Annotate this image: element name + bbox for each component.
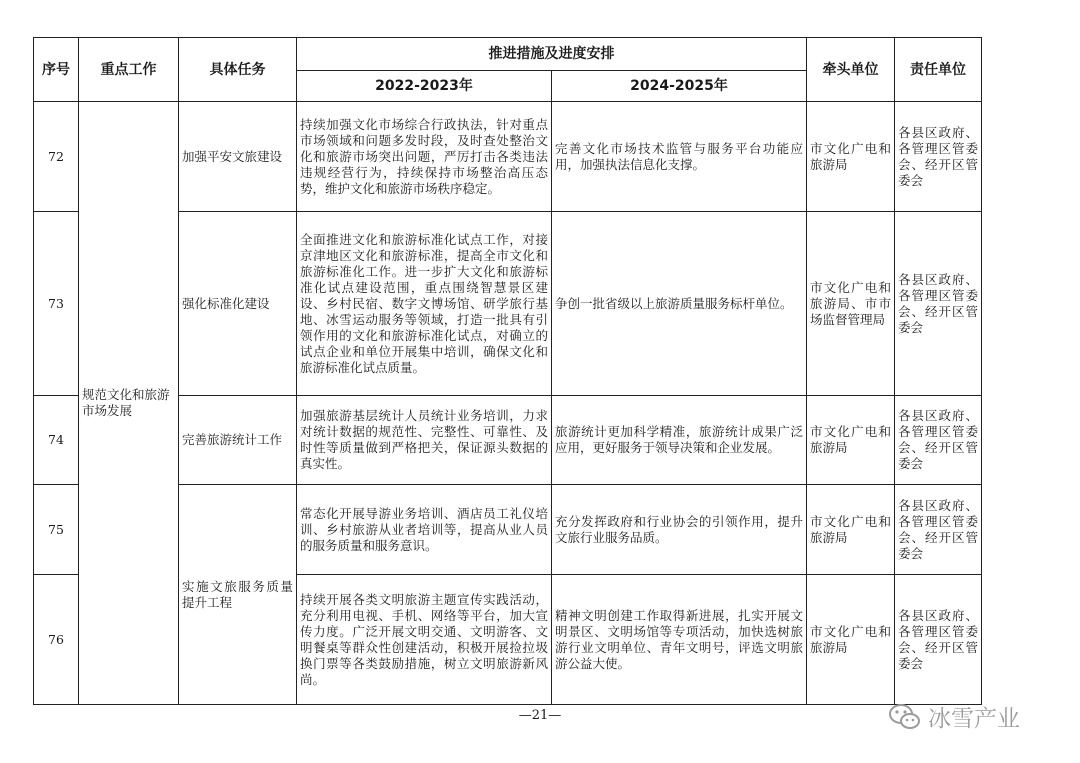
watermark-text: 冰雪产业 — [928, 706, 1020, 732]
row-measure-2022: 全面推进文化和旅游标准化试点工作，对接京津地区文化和旅游标准，提高全市文化和旅游标准化工作。进一步扩大文化和旅游标准化试点建设范围，重点围绕智慧景区建设、乡村民宿、数字文博场馆、研学旅行基地、冰雪运动服务等领域，打造一批具有引领作用的文化和旅游标准化试点，对确立的试点企业和单位开展集中培训，确保文化和旅游标准化试点质量。 — [297, 212, 552, 396]
header-measures: 推进措施及进度安排 — [297, 38, 807, 71]
row-seq: 74 — [34, 396, 79, 485]
header-key-work: 重点工作 — [79, 38, 179, 102]
header-lead: 牵头单位 — [807, 38, 895, 102]
row-resp: 各县区政府、各管理区管委会、经开区管委会 — [895, 575, 982, 705]
row-seq: 76 — [34, 575, 79, 705]
header-seq: 序号 — [34, 38, 79, 102]
row-measure-2022: 常态化开展导游业务培训、酒店员工礼仪培训、乡村旅游从业者培训等，提高从业人员的服务质量和服务意识。 — [297, 485, 552, 575]
row-seq: 72 — [34, 102, 79, 212]
header-year-2024: 2024-2025年 — [552, 71, 807, 102]
table-row — [34, 102, 982, 212]
header-row-1 — [34, 38, 982, 71]
row-lead: 市文化广电和旅游局 — [807, 485, 895, 575]
row-resp: 各县区政府、各管理区管委会、经开区管委会 — [895, 212, 982, 396]
wechat-icon — [888, 702, 922, 732]
row-task: 加强平安文旅建设 — [179, 102, 297, 212]
row-measure-2024: 旅游统计更加科学精准，旅游统计成果广泛应用，更好服务于领导决策和企业发展。 — [552, 396, 807, 485]
row-measure-2022: 持续开展各类文明旅游主题宣传实践活动，充分利用电视、手机、网络等平台，加大宣传力度。广泛开展文明交通、文明游客、文明餐桌等群众性创建活动，积极开展捡拉圾换门票等各类鼓励措施，树立文明旅游新风尚。 — [297, 575, 552, 705]
row-task: 强化标准化建设 — [179, 212, 297, 396]
key-work-cell: 规范文化和旅游市场发展 — [79, 102, 179, 705]
row-task: 完善旅游统计工作 — [179, 396, 297, 485]
row-task-merged: 实施文旅服务质量提升工程 — [179, 485, 297, 705]
plan-table — [33, 37, 982, 705]
row-measure-2024: 完善文化市场技术监管与服务平台功能应用，加强执法信息化支撑。 — [552, 102, 807, 212]
header-year-2022: 2022-2023年 — [297, 71, 552, 102]
header-resp: 责任单位 — [895, 38, 982, 102]
row-lead: 市文化广电和旅游局 — [807, 396, 895, 485]
row-lead: 市文化广电和旅游局 — [807, 102, 895, 212]
row-lead: 市文化广电和旅游局、市市场监督管理局 — [807, 212, 895, 396]
header-task: 具体任务 — [179, 38, 297, 102]
row-lead: 市文化广电和旅游局 — [807, 575, 895, 705]
row-seq: 75 — [34, 485, 79, 575]
row-measure-2022: 加强旅游基层统计人员统计业务培训，力求对统计数据的规范性、完整性、可靠性、及时性等质量做到严格把关，保证源头数据的真实性。 — [297, 396, 552, 485]
row-resp: 各县区政府、各管理区管委会、经开区管委会 — [895, 102, 982, 212]
row-measure-2024: 充分发挥政府和行业协会的引领作用，提升文旅行业服务品质。 — [552, 485, 807, 575]
row-measure-2024: 精神文明创建工作取得新进展，扎实开展文明景区、文明场馆等专项活动，加快选树旅游行业文明单位、青年文明号，评选文明旅游公益大使。 — [552, 575, 807, 705]
row-seq: 73 — [34, 212, 79, 396]
watermark — [888, 700, 1020, 733]
row-measure-2022: 持续加强文化市场综合行政执法，针对重点市场领域和问题多发时段，及时查处整治文化和旅游市场突出问题，严厉打击各类违法违规经营行为，持续保持市场整治高压态势，维护文化和旅游市场秩序稳定。 — [297, 102, 552, 212]
row-resp: 各县区政府、各管理区管委会、经开区管委会 — [895, 396, 982, 485]
row-resp: 各县区政府、各管理区管委会、经开区管委会 — [895, 485, 982, 575]
page-number: —21— — [518, 708, 562, 723]
row-measure-2024: 争创一批省级以上旅游质量服务标杆单位。 — [552, 212, 807, 396]
